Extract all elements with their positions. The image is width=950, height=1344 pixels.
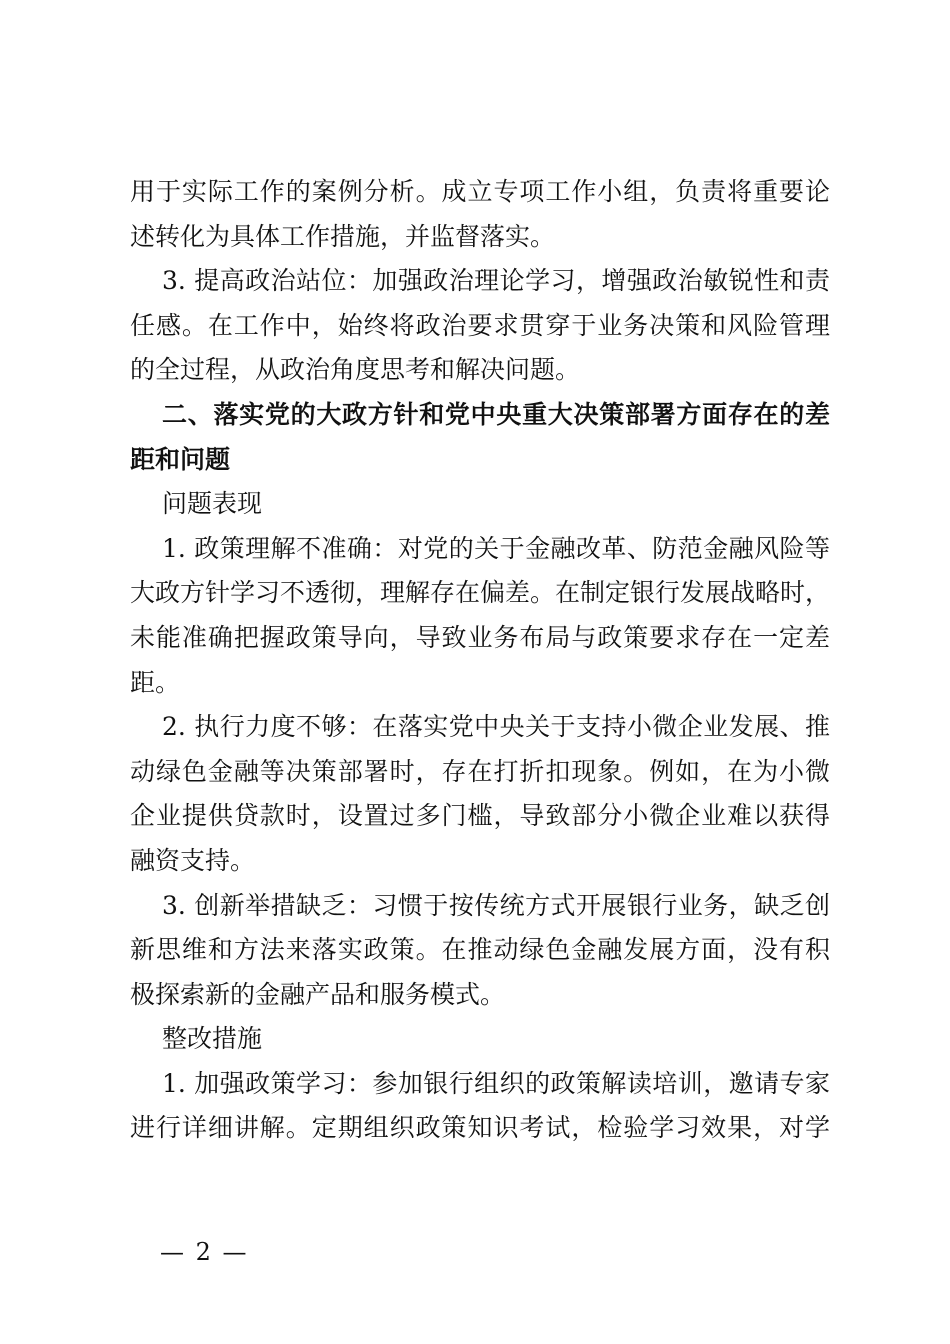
text-line: 3. 提高政治站位：加强政治理论学习，增强政治敏锐性和责	[162, 266, 830, 296]
paragraph	[130, 1017, 830, 1062]
document-body	[130, 170, 830, 1151]
text-line: 整改措施	[162, 1024, 263, 1054]
paragraph	[130, 482, 830, 527]
paragraph	[130, 884, 830, 1018]
text-line: 二、落实党的大政方针和党中央重大决策部署方面存在的差	[162, 399, 830, 429]
text-line: 距和问题	[130, 444, 231, 474]
text-line: 未能准确把握政策导向，导致业务布局与政策要求存在一定差	[130, 622, 830, 652]
paragraph	[130, 1062, 830, 1151]
text-line: 1. 加强政策学习：参加银行组织的政策解读培训，邀请专家	[162, 1068, 830, 1098]
text-line: 1. 政策理解不准确：对党的关于金融改革、防范金融风险等	[162, 533, 830, 563]
paragraph	[130, 527, 830, 705]
paragraph	[130, 705, 830, 883]
paragraph	[130, 259, 830, 393]
text-line: 用于实际工作的案例分析。成立专项工作小组，负责将重要论	[130, 177, 830, 206]
text-line: 距。	[130, 667, 181, 697]
text-line: 融资支持。	[130, 845, 256, 875]
text-line: 极探索新的金融产品和服务模式。	[130, 979, 506, 1009]
text-line: 任感。在工作中，始终将政治要求贯穿于业务决策和风险管理	[130, 310, 830, 340]
text-line: 问题表现	[162, 489, 263, 519]
text-line: 的全过程，从政治角度思考和解决问题。	[130, 355, 581, 385]
text-line: 述转化为具体工作措施，并监督落实。	[130, 221, 556, 251]
text-line: 企业提供贷款时，设置过多门槛，导致部分小微企业难以获得	[130, 801, 830, 831]
text-line: 进行详细讲解。定期组织政策知识考试，检验学习效果，对学	[130, 1113, 830, 1143]
text-line: 大政方针学习不透彻，理解存在偏差。在制定银行发展战略时，	[130, 578, 830, 608]
text-line: 新思维和方法来落实政策。在推动绿色金融发展方面，没有积	[130, 935, 830, 965]
paragraph	[130, 170, 830, 259]
text-line: 动绿色金融等决策部署时，存在打折扣现象。例如，在为小微	[130, 756, 830, 786]
text-line: 2. 执行力度不够：在落实党中央关于支持小微企业发展、推	[162, 712, 830, 742]
section-heading	[130, 393, 830, 482]
page-number: — 2 —	[160, 1238, 249, 1266]
text-line: 3. 创新举措缺乏：习惯于按传统方式开展银行业务，缺乏创	[162, 890, 830, 920]
